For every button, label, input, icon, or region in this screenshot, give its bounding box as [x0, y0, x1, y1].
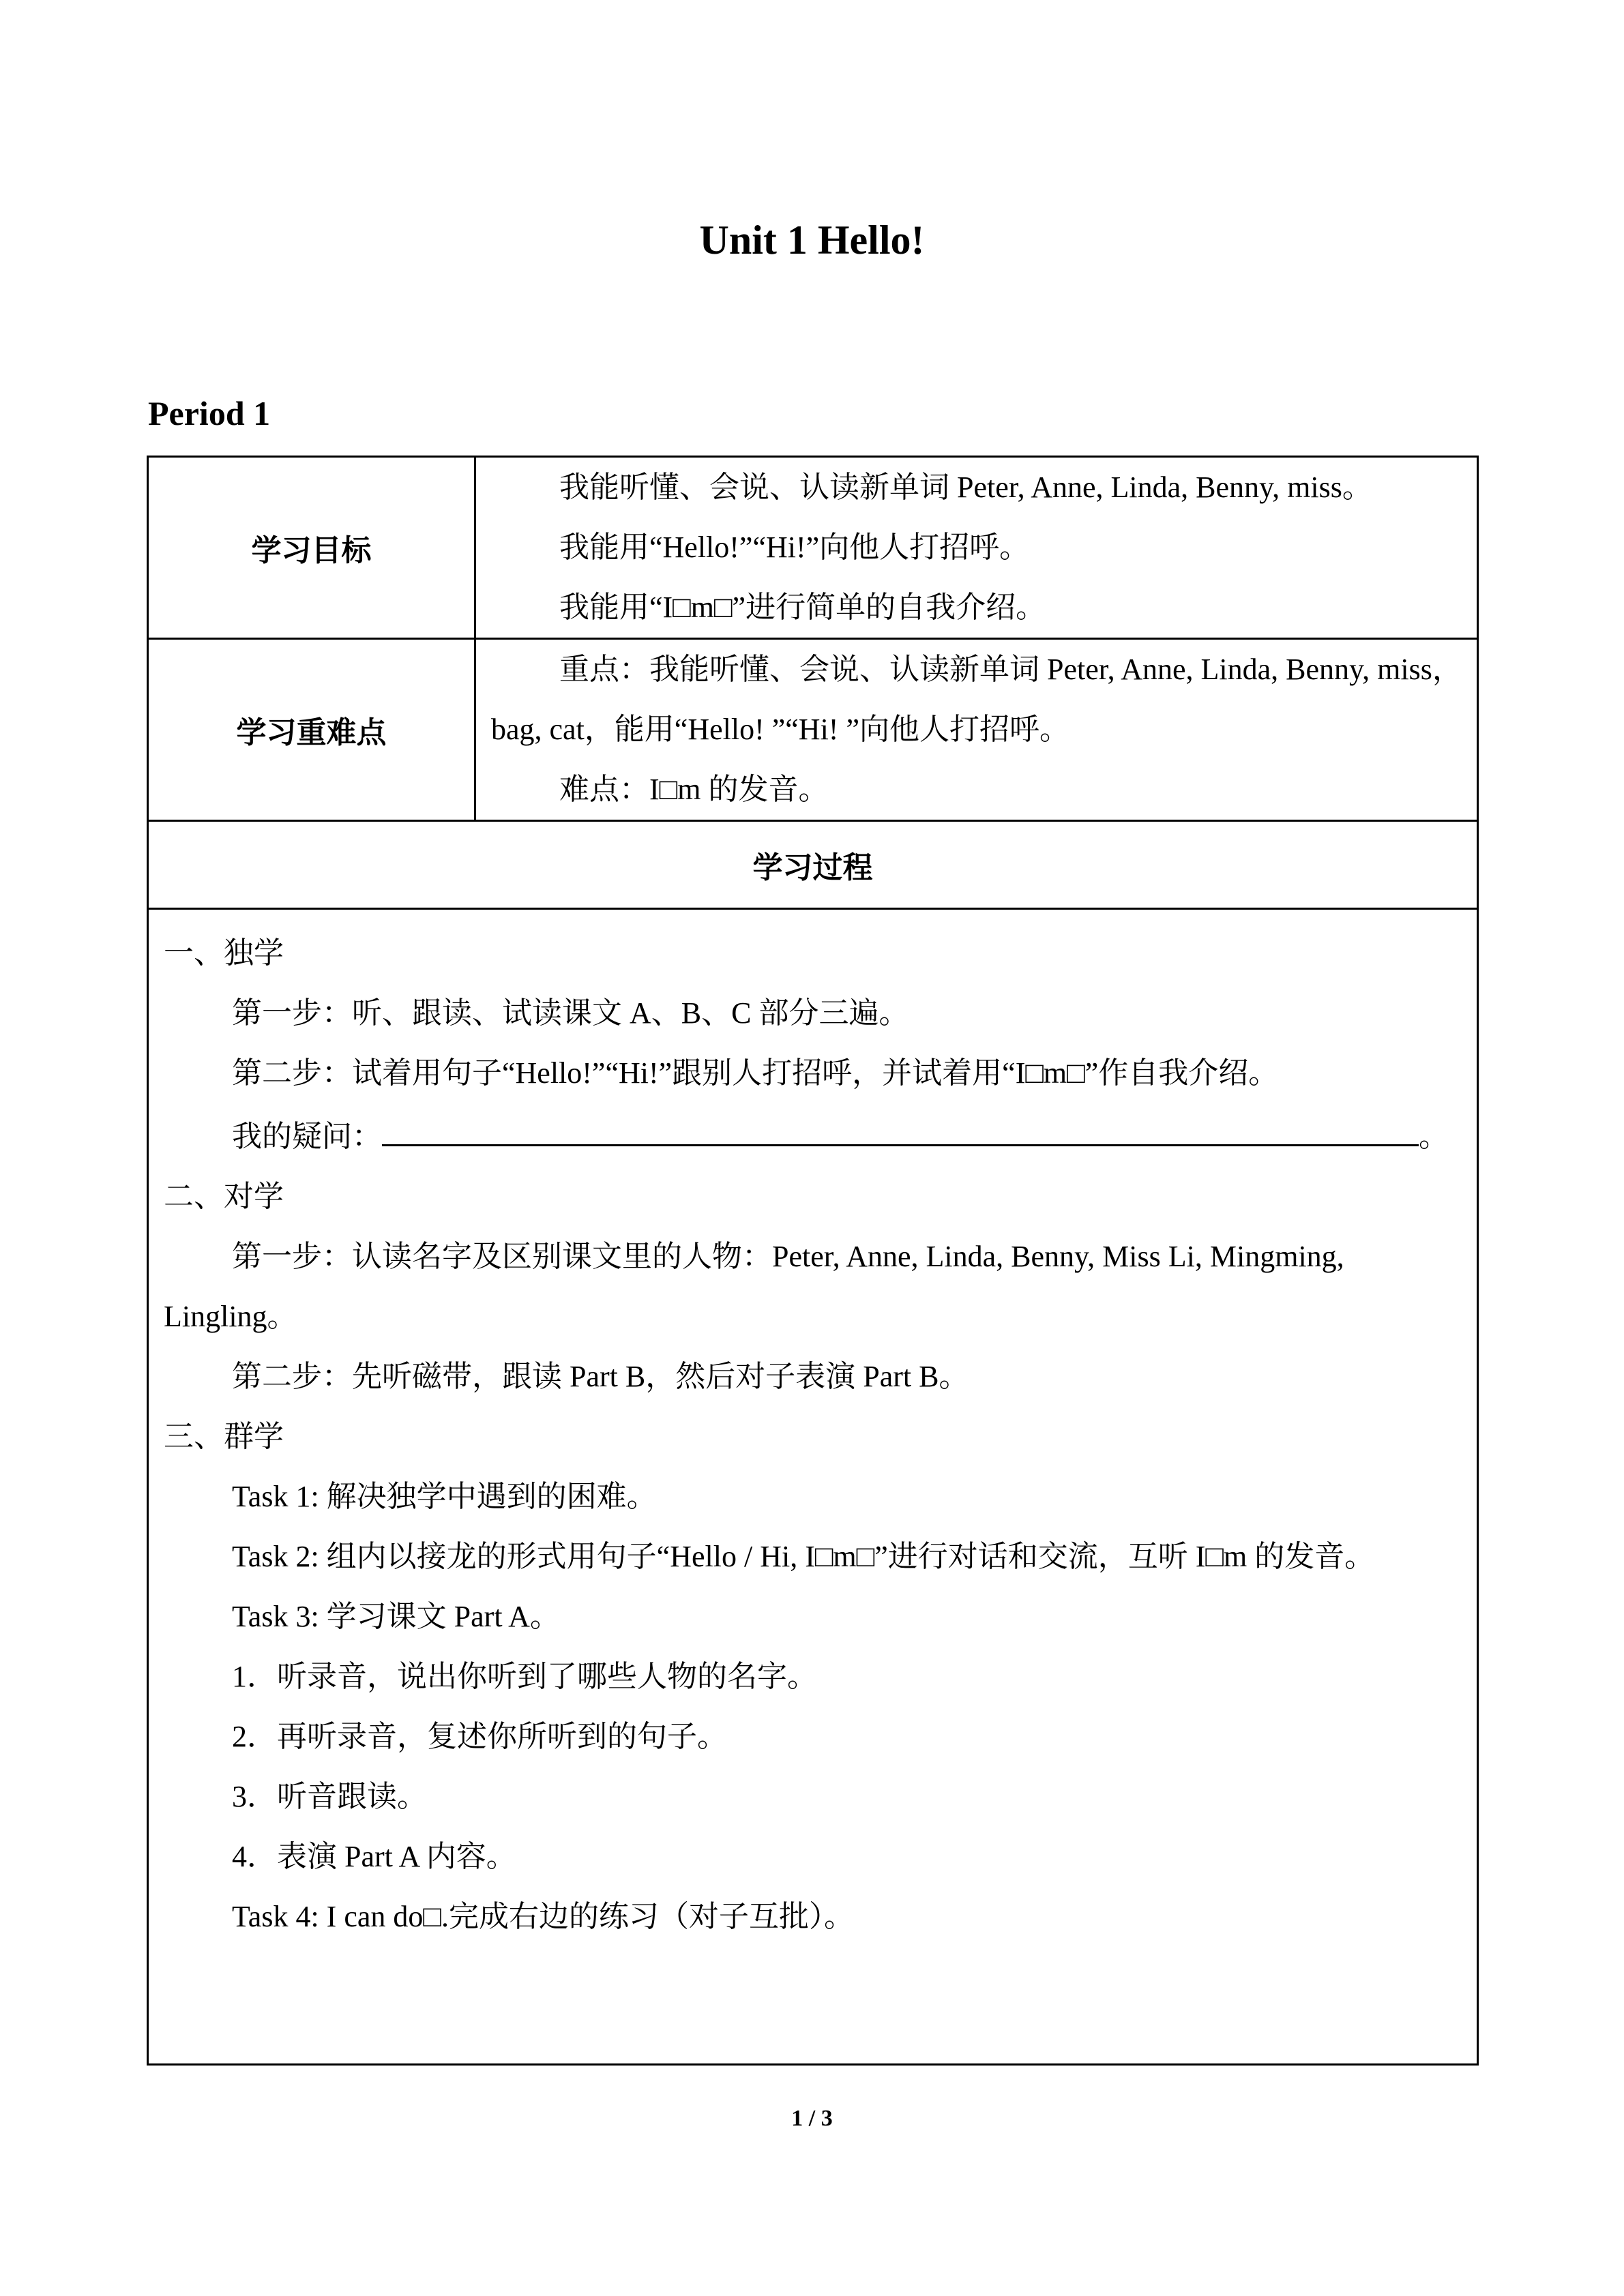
period-heading: Period 1 [148, 394, 271, 432]
page-number: 1 / 3 [791, 2106, 833, 2131]
objective-line: 我能用“I□m□”进行简单的自我介绍。 [559, 591, 1046, 624]
objectives-label: 学习目标 [148, 457, 475, 639]
task-4: Task 4: I can do□.完成右边的练习（对子互批）。 [232, 1900, 854, 1933]
key-points-content [475, 639, 1478, 821]
task-1: Task 1: 解决独学中遇到的困难。 [232, 1480, 657, 1513]
self-study-step-2: 第二步：试着用句子“Hello!”“Hi!”跟别人打招呼，并试着用“I□m□”作自我介绍。 [232, 1056, 1279, 1090]
objectives-row [148, 457, 1478, 639]
section-title-group-study: 三、群学 [164, 1420, 284, 1453]
pair-study-step-2: 第二步：先听磁带，跟读 Part B，然后对子表演 Part B。 [232, 1360, 969, 1393]
question-end: 。 [1419, 1120, 1449, 1153]
lesson-plan-table [147, 456, 1479, 2066]
task-2: Task 2: 组内以接龙的形式用句子“Hello / Hi, I□m□”进行对话和交流，互听 I□m 的发音。 [232, 1540, 1375, 1573]
process-heading-row [148, 821, 1478, 909]
section-title-pair-study: 二、对学 [164, 1180, 284, 1213]
task-3-item: 2．再听录音，复述你所听到的句子。 [232, 1720, 727, 1753]
section-title-self-study: 一、独学 [164, 936, 284, 970]
pair-study-step-1: 第一步：认读名字及区别课文里的人物：Peter, Anne, Linda, Benny, Miss Li, Mingming, Lingling。 [164, 1240, 1344, 1333]
process-row [148, 909, 1478, 2065]
question-answer-blank[interactable] [382, 1103, 1419, 1146]
question-label: 我的疑问： [232, 1120, 382, 1153]
task-3: Task 3: 学习课文 Part A。 [232, 1600, 560, 1633]
key-points-label: 学习重难点 [148, 639, 475, 821]
objective-line: 我能听懂、会说、认读新单词 Peter, Anne, Linda, Benny, miss。 [559, 471, 1372, 504]
process-content [148, 909, 1478, 2065]
difficulty-text: 难点：I□m 的发音。 [559, 773, 829, 806]
process-heading: 学习过程 [148, 821, 1478, 909]
task-3-item: 1．听录音，说出你听到了哪些人物的名字。 [232, 1660, 817, 1693]
objectives-content [475, 457, 1478, 639]
key-points-row [148, 639, 1478, 821]
document-title: Unit 1 Hello! [699, 218, 925, 263]
self-study-step-1: 第一步：听、跟读、试读课文 A、B、C 部分三遍。 [232, 996, 909, 1030]
task-3-item: 3．听音跟读。 [232, 1780, 427, 1813]
question-line [164, 1103, 1463, 1167]
key-point-text: 重点：我能听懂、会说、认读新单词 Peter, Anne, Linda, Benny, miss，bag, cat，能用“Hello! ”“Hi! ”向他人打招呼。 [491, 653, 1462, 746]
task-3-item: 4．表演 Part A 内容。 [232, 1840, 516, 1873]
objective-line: 我能用“Hello!”“Hi!”向他人打招呼。 [559, 531, 1030, 564]
